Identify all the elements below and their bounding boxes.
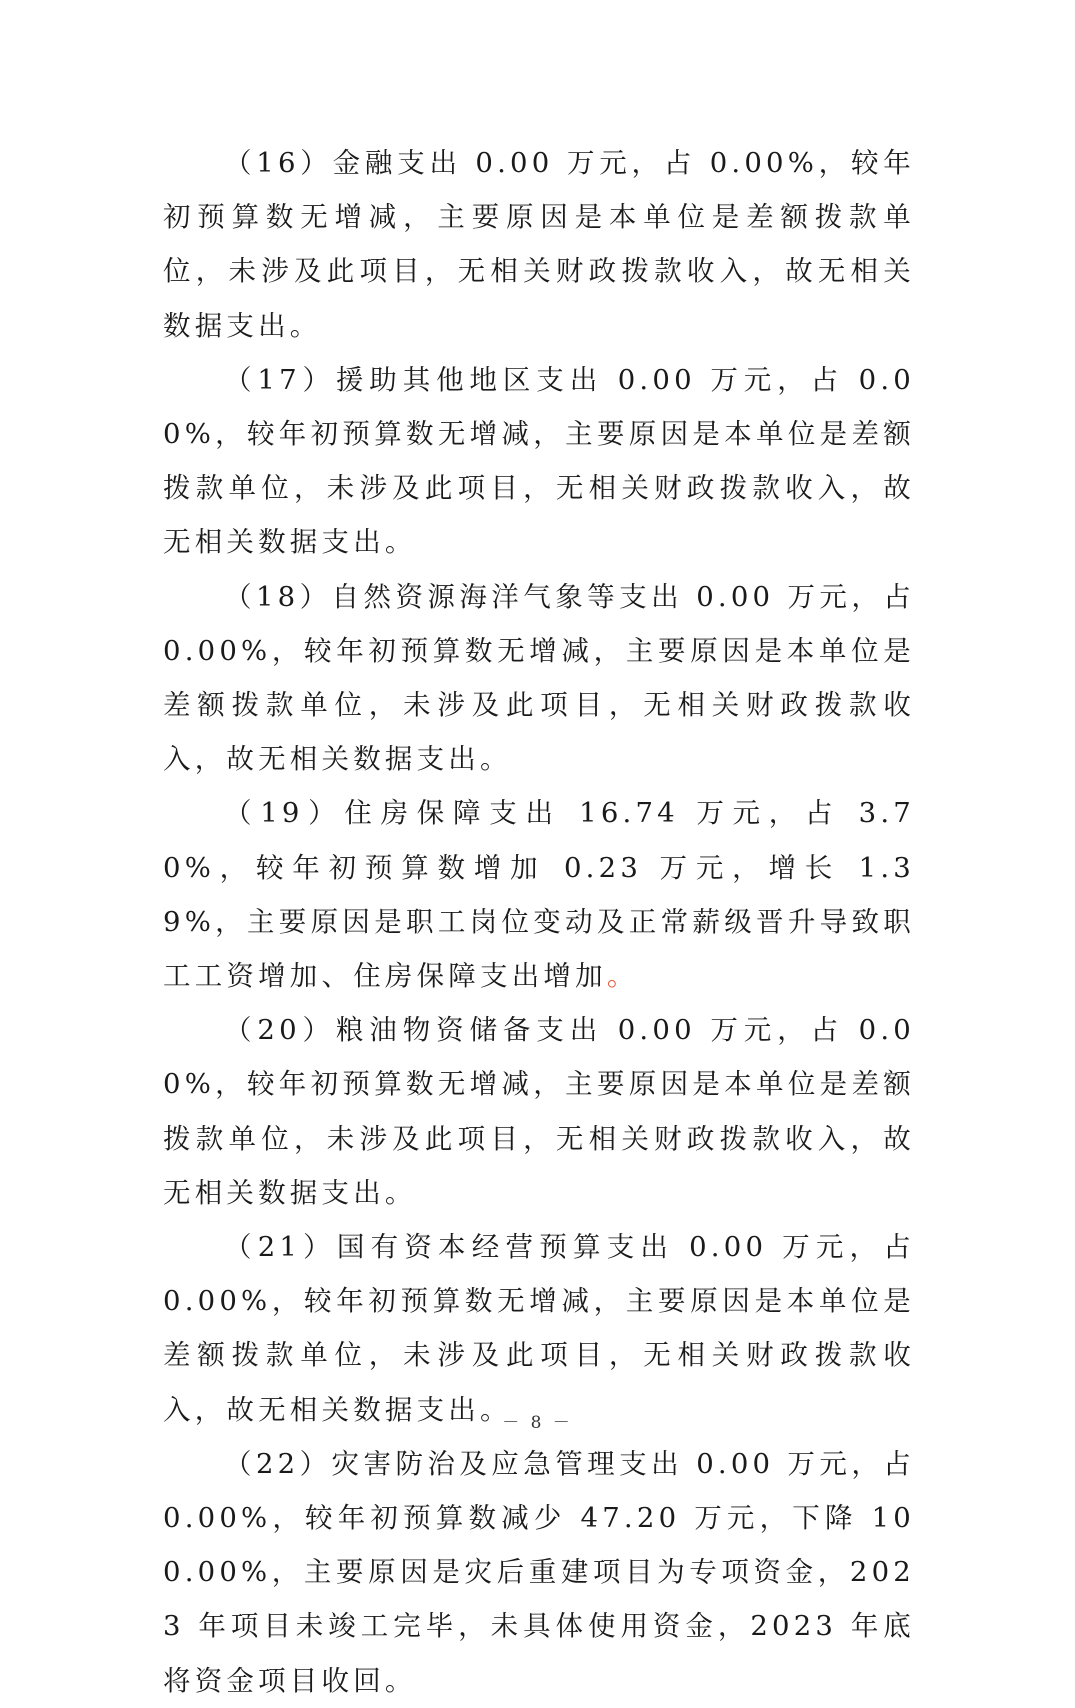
paragraph-20: （20）粮油物资储备支出 0.00 万元，占 0.00%，较年初预算数无增减，主要原因是本单位是差额拨款单位，未涉及此项目，无相关财政拨款收入，故无相关数据支出。	[163, 1014, 915, 1209]
paragraph-19	[163, 786, 915, 1003]
paragraph-16: （16）金融支出 0.00 万元，占 0.00%，较年初预算数无增减，主要原因是本单位是差额拨款单位，未涉及此项目，无相关财政拨款收入，故无相关数据支出。	[163, 147, 915, 342]
paragraph-19-trailing-mark: 。	[606, 960, 639, 993]
paragraph-18: （18）自然资源海洋气象等支出 0.00 万元，占 0.00%，较年初预算数无增减，主要原因是本单位是差额拨款单位，未涉及此项目，无相关财政拨款收入，故无相关数据支出。	[163, 580, 915, 776]
paragraph-17: （17）援助其他地区支出 0.00 万元，占 0.00%，较年初预算数无增减，主要原因是本单位是差额拨款单位，未涉及此项目，无相关财政拨款收入，故无相关数据支出。	[163, 363, 915, 559]
page-number: － 8 －	[502, 1413, 573, 1433]
paragraph-19-text: （19）住房保障支出 16.74 万元，占 3.70%，较年初预算数增加 0.23 万元，增长 1.39%，主要原因是职工岗位变动及正常薪级晋升导致职工工资增加、住房保障支出增加	[163, 797, 915, 993]
document-body	[163, 136, 915, 1708]
paragraph-22: （22）灾害防治及应急管理支出 0.00 万元，占 0.00%，较年初预算数减少 47.20 万元，下降 100.00%，主要原因是灾后重建项目为专项资金，2023 年项目未竣工完毕，未具体使用资金，2023 年底将资金项目收回。	[163, 1447, 915, 1697]
paragraph-21: （21）国有资本经营预算支出 0.00 万元，占 0.00%，较年初预算数无增减，主要原因是本单位是差额拨款单位，未涉及此项目，无相关财政拨款收入，故无相关数据支出。	[163, 1231, 915, 1426]
